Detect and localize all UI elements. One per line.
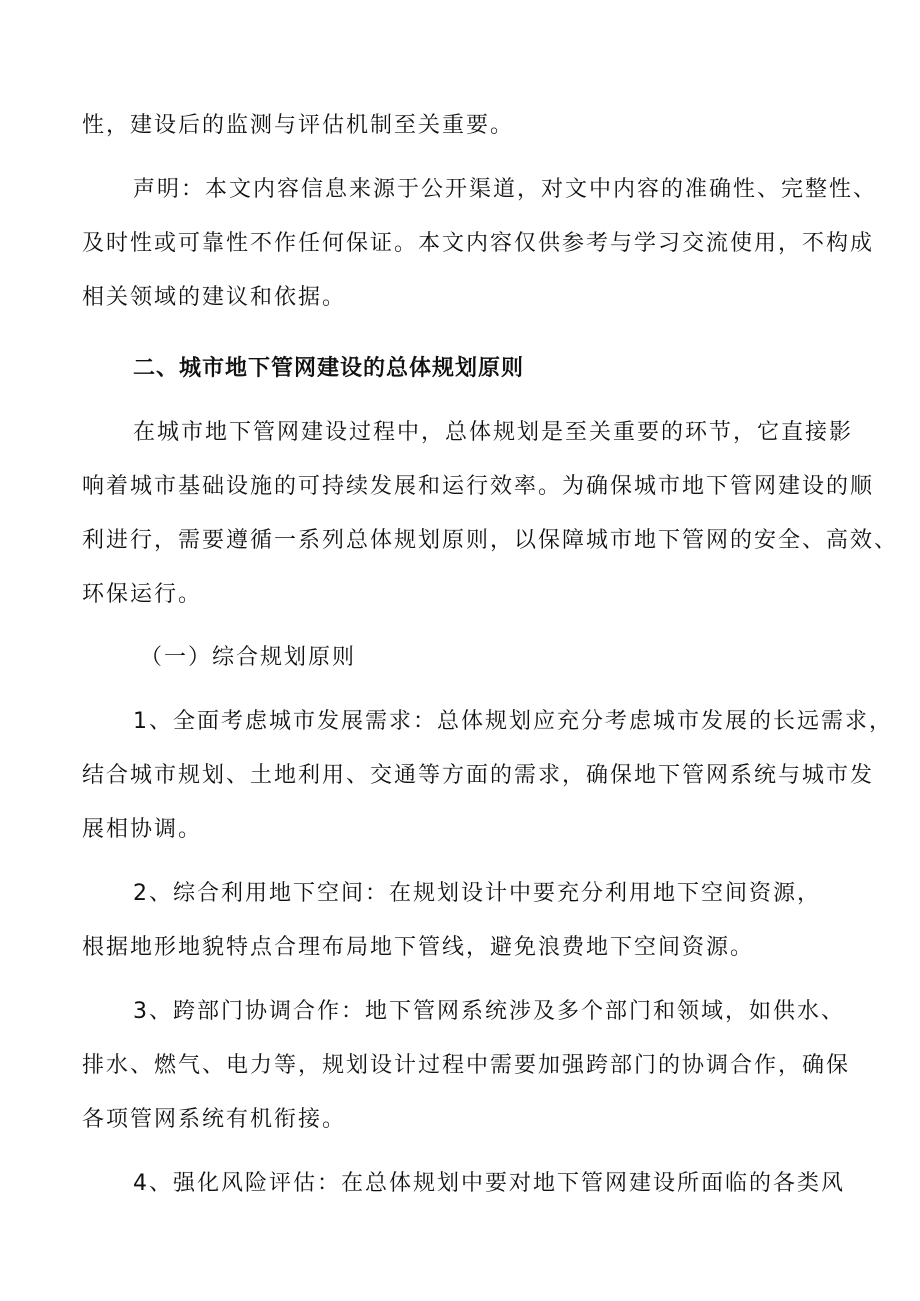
item-1-line-1: 1、全面考虑城市发展需求：总体规划应充分考虑城市发展的长远需求， [133, 709, 893, 734]
disclaimer-line-3: 相关领域的建议和依据。 [82, 285, 347, 310]
intro-line-1: 在城市地下管网建设过程中，总体规划是至关重要的环节，它直接影 [133, 420, 854, 445]
item-3-line-2: 排水、燃气、电力等，规划设计过程中需要加强跨部门的协调合作，确保 [82, 1053, 851, 1078]
intro-line-2: 响着城市基础设施的可持续发展和运行效率。为确保城市地下管网建设的顺 [82, 474, 875, 499]
item-4-line-1: 4、强化风险评估：在总体规划中要对地下管网建设所面临的各类风 [133, 1171, 845, 1196]
section-heading: 二、城市地下管网建设的总体规划原则 [133, 356, 525, 381]
disclaimer-line-1: 声明：本文内容信息来源于公开渠道，对文中内容的准确性、完整性、 [133, 177, 878, 202]
paragraph-continuation-line: 性，建设后的监测与评估机制至关重要。 [82, 113, 515, 138]
intro-line-4: 环保运行。 [82, 582, 203, 607]
item-2-line-2: 根据地形地貌特点合理布局地下管线，避免浪费地下空间资源。 [82, 935, 755, 960]
item-1-line-3: 展相协调。 [82, 817, 203, 842]
disclaimer-line-2: 及时性或可靠性不作任何保证。本文内容仅供参考与学习交流使用，不构成 [82, 231, 875, 256]
item-2-line-1: 2、综合利用地下空间：在规划设计中要充分利用地下空间资源， [133, 881, 821, 906]
intro-line-3: 利进行，需要遵循一系列总体规划原则，以保障城市地下管网的安全、高效、 [82, 528, 899, 553]
item-1-line-2: 结合城市规划、土地利用、交通等方面的需求，确保地下管网系统与城市发 [82, 763, 875, 788]
item-3-line-1: 3、跨部门协调合作：地下管网系统涉及多个部门和领域，如供水、 [133, 999, 845, 1024]
item-3-line-3: 各项管网系统有机衔接。 [82, 1107, 347, 1132]
subheading: （一）综合规划原则 [140, 645, 357, 670]
